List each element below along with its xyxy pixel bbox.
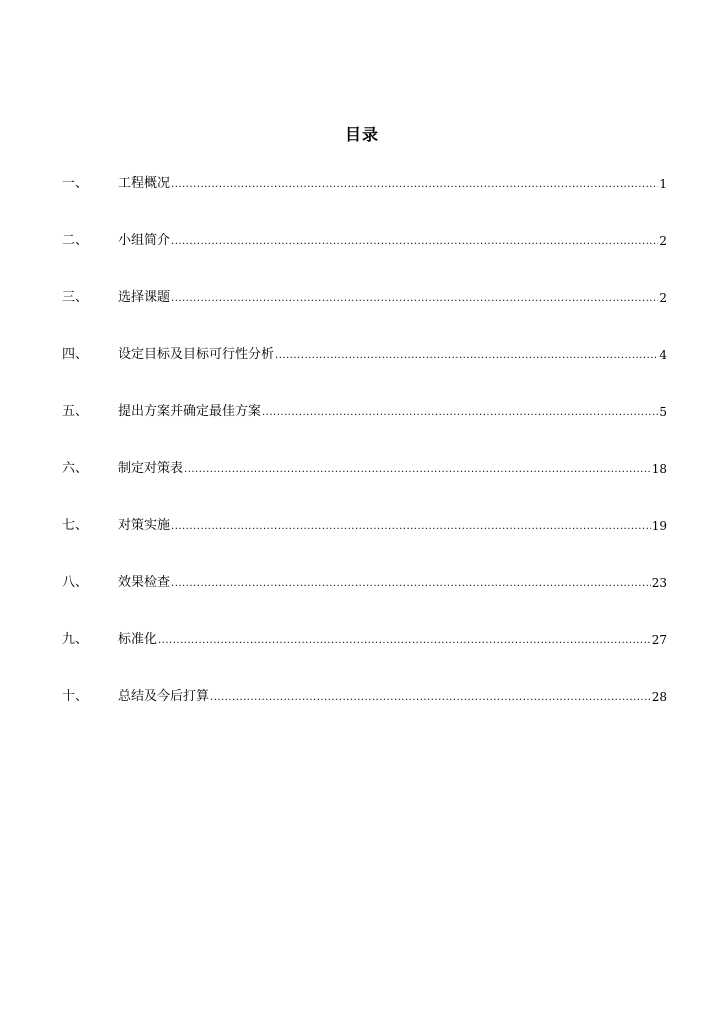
toc-entry-page: 19 (651, 519, 667, 533)
toc-entry-number: 五、 (62, 404, 89, 419)
toc-entry-title: 小组简介 (118, 233, 171, 248)
toc-entry-page: 23 (651, 576, 667, 590)
toc-entry-number: 二、 (62, 233, 89, 248)
toc-entry-page: 27 (651, 633, 667, 647)
toc-entry-title: 工程概况 (118, 176, 171, 191)
toc-entry-10[interactable] (62, 687, 667, 744)
toc-entry-number: 十、 (62, 689, 89, 704)
toc-entry-9[interactable] (62, 630, 667, 687)
toc-dot-leader (171, 175, 658, 195)
page-title: 目录 (344, 125, 379, 144)
toc-entry-number: 三、 (62, 290, 89, 305)
toc-entry-title: 制定对策表 (118, 461, 184, 476)
toc-entry-title: 对策实施 (118, 518, 171, 533)
toc-entry-number: 一、 (62, 176, 89, 191)
toc-dot-leader (171, 574, 651, 594)
toc-entry-number: 四、 (62, 347, 89, 362)
toc-entry-title: 设定目标及目标可行性分析 (118, 347, 275, 362)
toc-entry-number: 九、 (62, 632, 89, 647)
toc-entry-page: 28 (651, 690, 667, 704)
toc-entry-title: 标准化 (118, 632, 158, 647)
toc-entry-3[interactable] (62, 288, 667, 345)
toc-entry-title: 总结及今后打算 (118, 689, 210, 704)
toc-entry-7[interactable] (62, 516, 667, 573)
toc-entry-page: 4 (659, 348, 667, 362)
toc-entry-2[interactable] (62, 231, 667, 288)
toc-entry-title: 提出方案并确定最佳方案 (118, 404, 262, 419)
toc-dot-leader (210, 688, 651, 708)
toc-dot-leader (275, 346, 658, 366)
toc-dot-leader (171, 232, 658, 252)
toc-dot-leader (184, 460, 651, 480)
toc-entry-1[interactable] (62, 174, 667, 231)
toc-dot-leader (171, 289, 658, 309)
toc-entry-page: 5 (659, 405, 667, 419)
toc-entry-page: 2 (659, 291, 667, 305)
toc-dot-leader (171, 517, 651, 537)
toc-entry-5[interactable] (62, 402, 667, 459)
toc-entry-title: 选择课题 (118, 290, 171, 305)
toc-entry-page: 18 (651, 462, 667, 476)
toc-entry-title: 效果检查 (118, 575, 171, 590)
toc-entry-8[interactable] (62, 573, 667, 630)
toc-entry-number: 七、 (62, 518, 89, 533)
toc-entry-number: 六、 (62, 461, 89, 476)
toc-dot-leader (158, 631, 651, 651)
toc-entry-page: 2 (659, 234, 667, 248)
toc-entry-6[interactable] (62, 459, 667, 516)
table-of-contents (62, 174, 667, 744)
toc-entry-page: 1 (659, 177, 667, 191)
toc-entry-4[interactable] (62, 345, 667, 402)
toc-dot-leader (262, 403, 658, 423)
toc-entry-number: 八、 (62, 575, 89, 590)
